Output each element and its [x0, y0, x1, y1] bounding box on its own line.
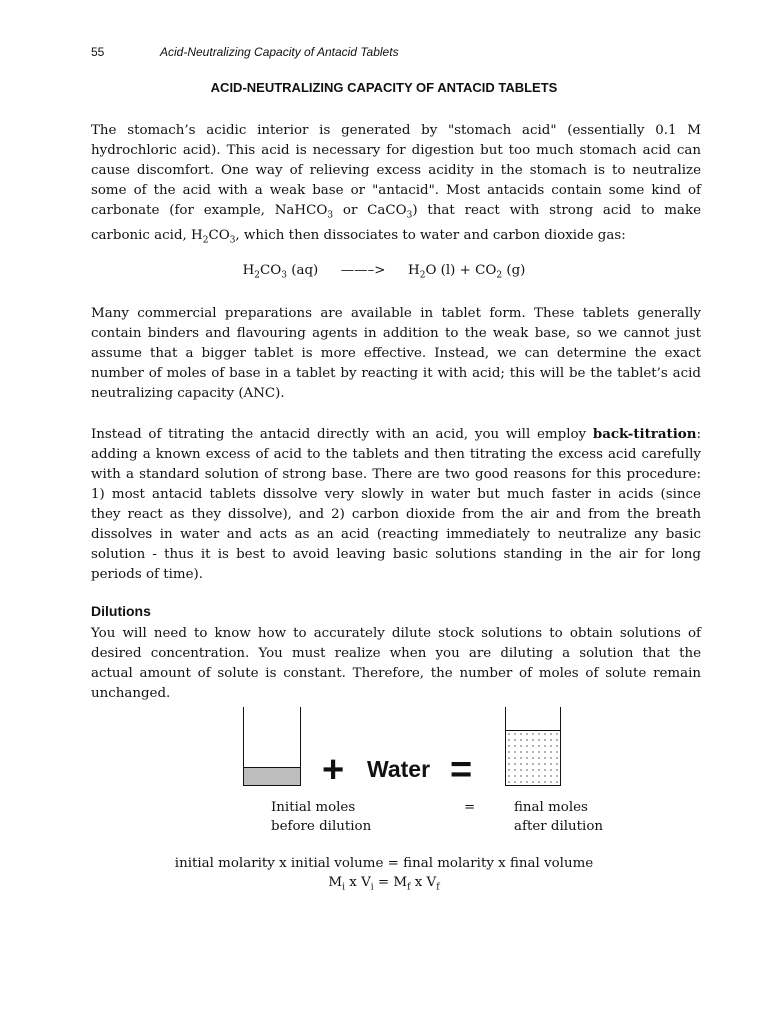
subscript: 2 [419, 270, 426, 281]
initial-solution-fill [244, 767, 300, 785]
text-run: carbonate (for example, NaHCO [91, 203, 328, 218]
subscript: 3 [281, 270, 287, 281]
operator: = [373, 875, 394, 890]
initial-moles-label [271, 798, 371, 836]
final-beaker [505, 707, 561, 786]
subscript: 2 [254, 270, 261, 281]
text-run: CO [208, 227, 230, 243]
text-line [91, 201, 701, 226]
subscript: 2 [202, 235, 209, 246]
symbol: V [361, 875, 371, 890]
text-line: number of moles of base in a tablet by reacting it with acid; this will be the tablet’s acid [91, 366, 701, 381]
text-run: carbonic acid, H [91, 227, 203, 243]
section-heading-dilutions: Dilutions [91, 603, 151, 619]
subscript: f [407, 882, 411, 893]
page-number: 55 [91, 45, 105, 59]
text-line: You will need to know how to accurately dilute stock solutions to obtain solutions of [91, 626, 701, 641]
text-run: O (l) + CO [425, 263, 497, 278]
text-line: with a standard solution of strong base. There are two good reasons for this procedure: [91, 467, 701, 482]
text-line: dissolves in water and acts as an acid (reacting immediately to neutralize any basic [91, 527, 701, 542]
text-run: H [408, 263, 420, 278]
text-run: or CaCO [333, 203, 407, 218]
reaction-arrow: ——–> [340, 263, 386, 278]
document-title: ACID-NEUTRALIZING CAPACITY OF ANTACID TABLETS [210, 80, 558, 95]
text-line: solution - thus it is best to avoid leaving basic solutions standing in the air for long [91, 547, 701, 562]
label-line: before dilution [271, 819, 372, 834]
text-line: they react as they dissolve), and 2) carbon dioxide from the air and from the breath [91, 507, 701, 522]
text-line: desired concentration. You must realize when you are diluting a solution that the [91, 646, 701, 661]
subscript: 2 [496, 270, 503, 281]
text-line: cause discomfort. One way of relieving excess acidity in the stomach is to neutralize [91, 163, 701, 178]
subscript: 3 [327, 210, 334, 221]
bold-term: back-titration [592, 426, 697, 442]
text-run: , which then dissociates to water and carbon dioxide gas: [235, 227, 626, 243]
subscript: 3 [229, 235, 236, 246]
label-line: final moles [514, 800, 588, 815]
text-run: : [696, 427, 701, 442]
text-run: Instead of titrating the antacid directly with an acid, you will employ [91, 427, 593, 442]
plus-sign: + [322, 749, 345, 791]
text-run: CO [260, 263, 282, 278]
text-line: neutralizing capacity (ANC). [91, 386, 285, 401]
label-line: after dilution [514, 819, 604, 834]
text-line: The stomach’s acidic interior is generated by "stomach acid" (essentially 0.1 M [91, 123, 701, 138]
symbol: V [426, 875, 437, 890]
initial-beaker [243, 707, 301, 786]
subscript: f [436, 882, 440, 893]
dilution-formula-words: initial molarity x initial volume = final molarity x final volume [174, 856, 594, 871]
label-line: Initial moles [271, 800, 356, 815]
intro-paragraph [91, 121, 701, 250]
diluted-solution-fill [506, 730, 560, 785]
operator: x [345, 875, 362, 890]
text-line: contain binders and flavouring agents in addition to the weak base, so we cannot just [91, 326, 701, 341]
text-run: (g) [502, 263, 526, 278]
water-label: Water [367, 756, 431, 782]
text-line: hydrochloric acid). This acid is necessary for digestion but too much stomach acid can [91, 143, 701, 158]
text-line: assume that a bigger tablet is more effective. Instead, we can determine the exact [91, 346, 701, 361]
text-run: ) that react with strong acid to make [412, 203, 701, 218]
equals-sign: = [450, 749, 473, 791]
text-line: adding a known excess of acid to the tablets and then titrating the excess acid carefully [91, 447, 701, 462]
chemical-equation [0, 263, 768, 281]
subscript: i [370, 882, 374, 893]
subscript: i [342, 882, 346, 893]
dilution-formula-symbols [0, 875, 768, 893]
text-line [91, 226, 701, 251]
text-line: periods of time). [91, 567, 203, 582]
text-line: actual amount of solute is constant. Therefore, the number of moles of solute remain [91, 666, 701, 681]
subscript: 3 [406, 210, 413, 221]
text-run: (aq) [286, 263, 319, 278]
text-line: 1) most antacid tablets dissolve very slowly in water but much faster in acids (since [91, 487, 701, 502]
moles-equals-sign: = [464, 800, 476, 815]
running-header: Acid-Neutralizing Capacity of Antacid Tablets [160, 45, 399, 59]
text-run: H [242, 263, 255, 278]
dilutions-paragraph [91, 624, 701, 704]
back-titration-paragraph [91, 424, 701, 585]
final-moles-label [514, 798, 603, 836]
text-line: Many commercial preparations are available in tablet form. These tablets generally [91, 306, 701, 321]
text-line: unchanged. [91, 686, 171, 701]
text-line [91, 424, 701, 445]
tablet-paragraph [91, 304, 701, 404]
symbol: M [328, 875, 343, 890]
operator: x [410, 875, 427, 890]
symbol: M [393, 875, 408, 890]
text-line: some of the acid with a weak base or "antacid". Most antacids contain some kind of [91, 183, 701, 198]
